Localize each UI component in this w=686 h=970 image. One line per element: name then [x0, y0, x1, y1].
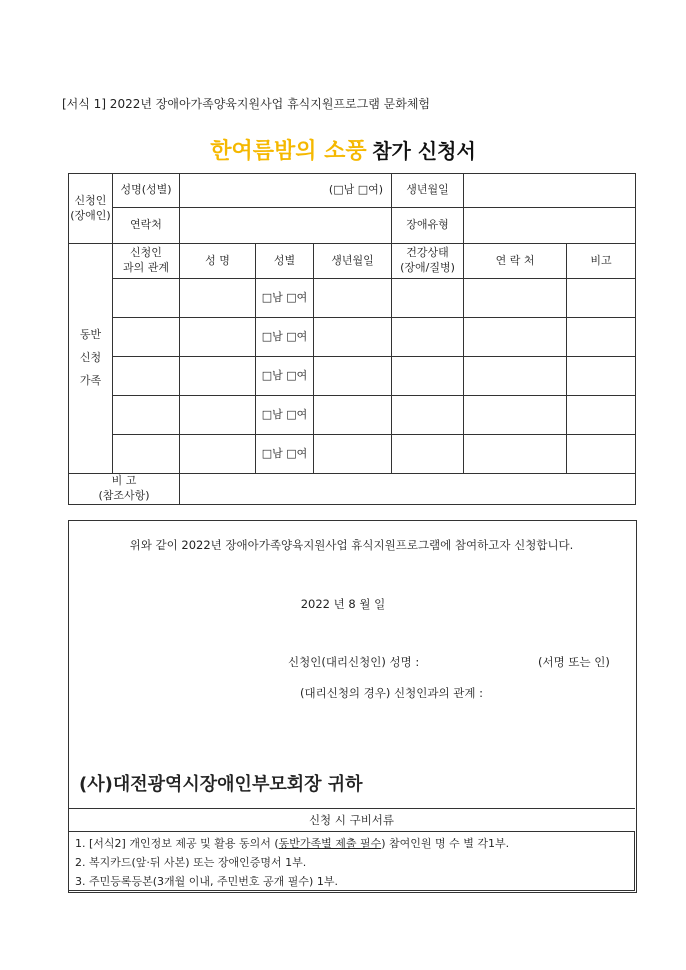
applicant-contact-field[interactable] — [180, 208, 392, 244]
header-note: 비고 — [567, 244, 636, 279]
gender-options[interactable]: □남 □여 — [256, 279, 314, 318]
list-item: 3. 주민등록등본(3개월 이내, 주민번호 공개 필수) 1부. — [75, 875, 338, 888]
title-highlight: 한여름밤의 소풍 — [210, 139, 367, 164]
remarks-label: 비 고 (참조사항) — [69, 474, 180, 505]
birth-label: 생년월일 — [392, 174, 464, 208]
header-birth: 생년월일 — [314, 244, 392, 279]
header-gender: 성별 — [256, 244, 314, 279]
sign-hint: (서명 또는 인) — [538, 655, 610, 669]
family-row — [69, 279, 636, 318]
proxy-relation-label: (대리신청의 경우) 신청인과의 관계 : — [300, 686, 483, 700]
gender-options[interactable]: □남 □여 — [256, 318, 314, 357]
gender-options[interactable]: □남 □여 — [256, 396, 314, 435]
header-name: 성 명 — [180, 244, 256, 279]
applicant-section-label: 신청인 (장애인) — [69, 174, 113, 244]
title-rest: 참가 신청서 — [372, 139, 476, 163]
list-item: 1. [서식2] 개인정보 제공 및 활용 동의서 (동반가족별 제출 필수) 참여인원 명 수 별 각1부. — [75, 837, 510, 850]
disability-type-label: 장애유형 — [392, 208, 464, 244]
application-date[interactable]: 2022 년 8 월 일 — [300, 597, 386, 611]
applicant-disability-type-field[interactable] — [464, 208, 636, 244]
list-item: 2. 복지카드(앞·뒤 사본) 또는 장애인증명서 1부. — [75, 856, 307, 869]
application-table — [68, 173, 636, 505]
family-section-label: 동반 신청 가족 — [69, 244, 113, 474]
gender-options[interactable]: □남 □여 — [256, 435, 314, 474]
statement-text: 위와 같이 2022년 장애아가족양육지원사업 휴식지원프로그램에 참여하고자 신청합니다. — [129, 538, 574, 552]
applicant-birth-field[interactable] — [464, 174, 636, 208]
page-title — [0, 134, 686, 165]
required-documents-list — [68, 831, 635, 891]
header-relation: 신청인 과의 관계 — [113, 244, 180, 279]
header-health: 건강상태 (장애/질병) — [392, 244, 464, 279]
gender-options[interactable]: □남 □여 — [256, 357, 314, 396]
required-documents-title: 신청 시 구비서류 — [68, 808, 635, 832]
name-gender-label: 성명(성별) — [113, 174, 180, 208]
family-row — [69, 396, 636, 435]
remarks-field[interactable] — [180, 474, 636, 505]
addressee: (사)대전광역시장애인부모회장 귀하 — [79, 774, 363, 795]
header-contact: 연 락 처 — [464, 244, 567, 279]
family-row — [69, 435, 636, 474]
applicant-name-field[interactable] — [180, 174, 392, 208]
applicant-gender-options[interactable]: (□남 □여) — [328, 183, 384, 197]
family-row — [69, 318, 636, 357]
form-label: [서식 1] 2022년 장애아가족양육지원사업 휴식지원프로그램 문화체험 — [62, 97, 431, 111]
applicant-signature-label: 신청인(대리신청인) 성명 : — [288, 655, 420, 669]
contact-label: 연락처 — [113, 208, 180, 244]
family-row — [69, 357, 636, 396]
